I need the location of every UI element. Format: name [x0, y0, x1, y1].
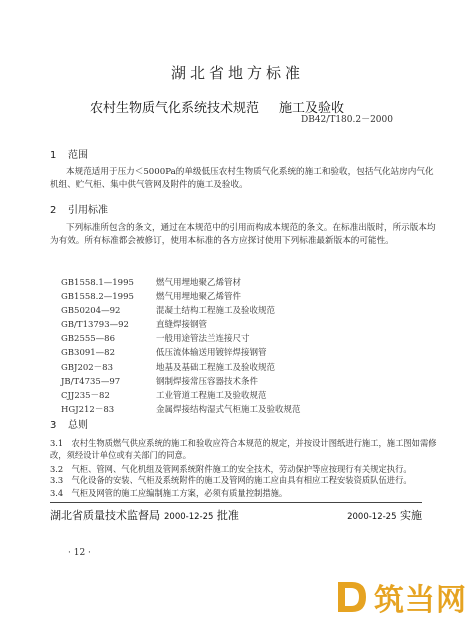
- reference-code: GB1558.1—1995: [61, 278, 134, 288]
- reference-name: 低压流体输送用镀锌焊接钢管: [156, 348, 267, 359]
- reference-name: 燃气用埋地聚乙烯管件: [156, 292, 242, 303]
- reference-item: [61, 375, 301, 389]
- implementation-block: [347, 507, 422, 523]
- title-main: 农村生物质气化系统技术规范: [90, 101, 260, 116]
- footer-divider: [50, 502, 422, 503]
- title-sub: 施工及验收: [279, 101, 345, 116]
- section-number: 3: [50, 420, 57, 431]
- reference-item: [61, 346, 301, 360]
- reference-code: GB1558.2—1995: [61, 292, 134, 303]
- reference-item: [61, 361, 301, 375]
- site-watermark: [332, 573, 467, 621]
- reference-code: CJJ235－82: [61, 390, 110, 401]
- reference-item: [61, 290, 301, 304]
- reference-item: [61, 332, 301, 346]
- issued-label: 批准: [216, 509, 239, 522]
- clause-3-3: 3.3 气化设备的安装、气柜及系统附件的施工及管网的施工应由具有相应工程安装资质队伍进行。: [50, 475, 412, 485]
- reference-name: 混凝土结构工程施工及验收规范: [156, 306, 276, 317]
- reference-name: 钢制焊接常压容器技术条件: [156, 376, 259, 387]
- issuer-name: 湖北省质量技术监督局: [50, 509, 160, 522]
- watermark-logo-icon: [332, 576, 372, 618]
- section-1-heading: [50, 146, 88, 161]
- reference-name: 地基及基础工程施工及验收规范: [156, 362, 276, 373]
- page-number: · 12 ·: [68, 548, 91, 558]
- reference-name: 燃气用埋地聚乙烯管材: [156, 278, 242, 288]
- reference-name: 直缝焊接钢管: [156, 320, 208, 331]
- reference-name: 金属焊接结构湿式气柜施工及验收规范: [156, 404, 301, 415]
- issuer-block: [50, 507, 239, 523]
- clause-3-4: 3.4 气柜及网管的施工应编制施工方案，必须有质量控制措施。: [50, 488, 288, 498]
- clause-3-1: 3.1 农村生物质燃气供应系统的施工和验收应符合本规范的规定，并按设计图纸进行施工，施工图如需修改，须经设计单位或有关部门的同意。: [50, 438, 437, 460]
- watermark-text: 筑当网: [374, 583, 467, 618]
- reference-list: [61, 276, 301, 417]
- reference-code: GB2555—86: [61, 334, 115, 345]
- reference-name: 工业管道工程施工及验收规范: [156, 390, 267, 401]
- section-number: 2: [50, 205, 57, 216]
- reference-code: HGJ212－83: [61, 404, 115, 415]
- implementation-label: 实施: [400, 509, 422, 522]
- section-3-heading: [50, 416, 88, 431]
- standard-category-header: 湖北省地方标准: [170, 64, 304, 82]
- reference-item: [61, 318, 301, 332]
- reference-item: [61, 276, 301, 290]
- reference-item: [61, 389, 301, 403]
- reference-code: GB3091—82: [61, 348, 115, 359]
- issued-date: 2000-12-25: [164, 512, 214, 522]
- reference-item: [61, 304, 301, 318]
- section-title: 范围: [68, 150, 88, 161]
- reference-name: 一般用途管法兰连接尺寸: [156, 334, 250, 345]
- section-1-paragraph: 本规范适用于压力＜5000Pa的单级低压农村生物质气化系统的施工和验收，包括气化站房内气化机组、贮气柜、集中供气管网及附件的施工及验收。: [50, 167, 434, 190]
- reference-code: GB50204—92: [61, 306, 121, 317]
- section-2-heading: [50, 201, 108, 216]
- reference-item: [61, 403, 301, 417]
- clause-3-2: 3.2 气柜、管网、气化机组及管网系统附件施工的安全技术，劳动保护等应按现行有关规定执行。: [50, 464, 412, 474]
- reference-code: GB/T13793—92: [61, 320, 129, 331]
- section-number: 1: [50, 150, 57, 161]
- section-title: 引用标准: [68, 205, 108, 216]
- document-code: DB42/T180.2－2000: [301, 115, 393, 125]
- section-2-paragraph: 下列标准所包含的条文，通过在本规范中的引用而构成本规范的条文。在标准出版时，所示版本均为有效。所有标准都会被修订，使用本标准的各方应探讨使用下列标准最新版本的可能性。: [50, 223, 436, 246]
- reference-code: GBJ202－83: [61, 362, 113, 373]
- implementation-date: 2000-12-25: [347, 512, 397, 522]
- reference-code: JB/T4735—97: [61, 376, 121, 387]
- section-title: 总则: [68, 420, 88, 431]
